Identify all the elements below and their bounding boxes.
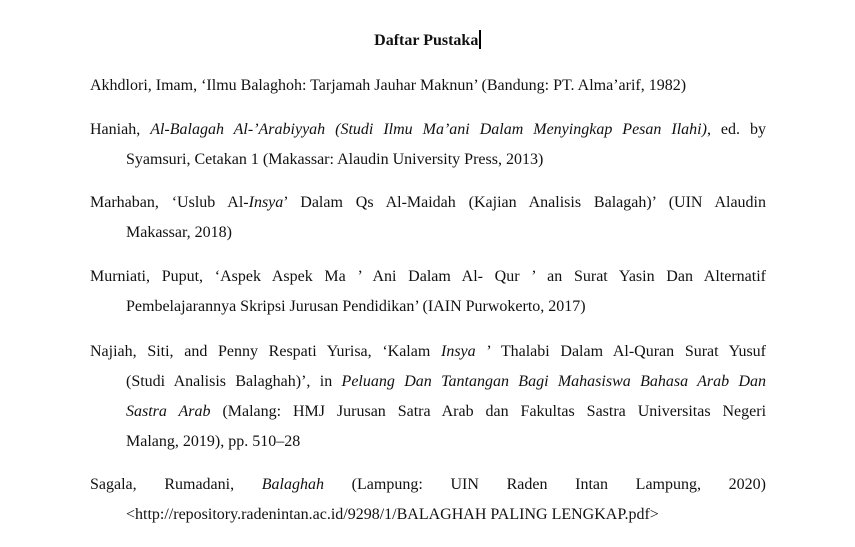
- reference-text: Haniah,: [90, 121, 151, 138]
- reference-text: ’ Thalabi Dalam Al-Quran Surat Yusuf: [475, 343, 767, 360]
- reference-entry: [90, 337, 766, 457]
- reference-text: (Studi Analisis Balaghah)’, in: [126, 373, 342, 390]
- reference-line: Makassar, 2018): [126, 224, 232, 241]
- text-cursor: [479, 30, 481, 49]
- reference-line: Syamsuri, Cetakan 1 (Makassar: Alaudin University Press, 2013): [126, 151, 544, 168]
- reference-entry: [90, 470, 766, 530]
- reference-line: [90, 470, 766, 500]
- reference-title-italic: Al-Balagah Al-’Arabiyyah (Studi Ilmu Ma’ani Dalam Menyingkap Pesan Ilahi): [150, 121, 707, 138]
- reference-title-italic: Insya: [248, 194, 284, 211]
- reference-line: Akhdlori, Imam, ‘Ilmu Balaghoh: Tarjamah Jauhar Maknun’ (Bandung: PT. Alma’arif, 1982): [90, 77, 687, 94]
- reference-text: Najiah, Siti, and Penny Respati Yurisa, ‘Kalam: [90, 343, 441, 360]
- reference-text: Marhaban, ‘Uslub Al-: [90, 194, 249, 211]
- page-title-text: Daftar Pustaka: [374, 32, 479, 49]
- reference-text: (Lampung: UIN Raden Intan Lampung, 2020): [324, 476, 766, 493]
- reference-text: , ed. by: [706, 121, 766, 138]
- reference-line: [90, 337, 766, 367]
- reference-line: Murniati, Puput, ‘Aspek Aspek Ma ’ Ani Dalam Al- Qur ’ an Surat Yasin Dan Alternatif: [90, 268, 766, 285]
- reference-entry: [90, 71, 766, 101]
- reference-url[interactable]: <http://repository.radenintan.ac.id/9298/1/BALAGHAH PALING LENGKAP.pdf>: [126, 506, 659, 523]
- reference-title-italic: Insya: [440, 343, 476, 360]
- reference-text: Sagala, Rumadani,: [90, 476, 262, 493]
- reference-line: [90, 397, 766, 427]
- reference-text: ’ Dalam Qs Al-Maidah (Kajian Analisis Balagah)’ (UIN Alaudin: [283, 194, 767, 211]
- reference-entry: [90, 115, 766, 175]
- reference-entry: [90, 262, 766, 322]
- reference-entry: [90, 188, 766, 248]
- reference-title-italic: Peluang Dan Tantangan Bagi Mahasiswa Bahasa Arab Dan: [341, 373, 767, 390]
- reference-line: [90, 115, 766, 145]
- reference-title-italic: Sastra Arab: [126, 403, 211, 420]
- reference-line: [90, 188, 766, 218]
- reference-line: Malang, 2019), pp. 510–28: [126, 433, 301, 450]
- reference-text: (Malang: HMJ Jurusan Satra Arab dan Fakultas Sastra Universitas Negeri: [210, 403, 767, 420]
- page-title: [0, 30, 855, 51]
- reference-title-italic: Balaghah: [261, 476, 324, 493]
- reference-line: Pembelajarannya Skripsi Jurusan Pendidikan’ (IAIN Purwokerto, 2017): [126, 298, 586, 315]
- reference-line: [90, 367, 766, 397]
